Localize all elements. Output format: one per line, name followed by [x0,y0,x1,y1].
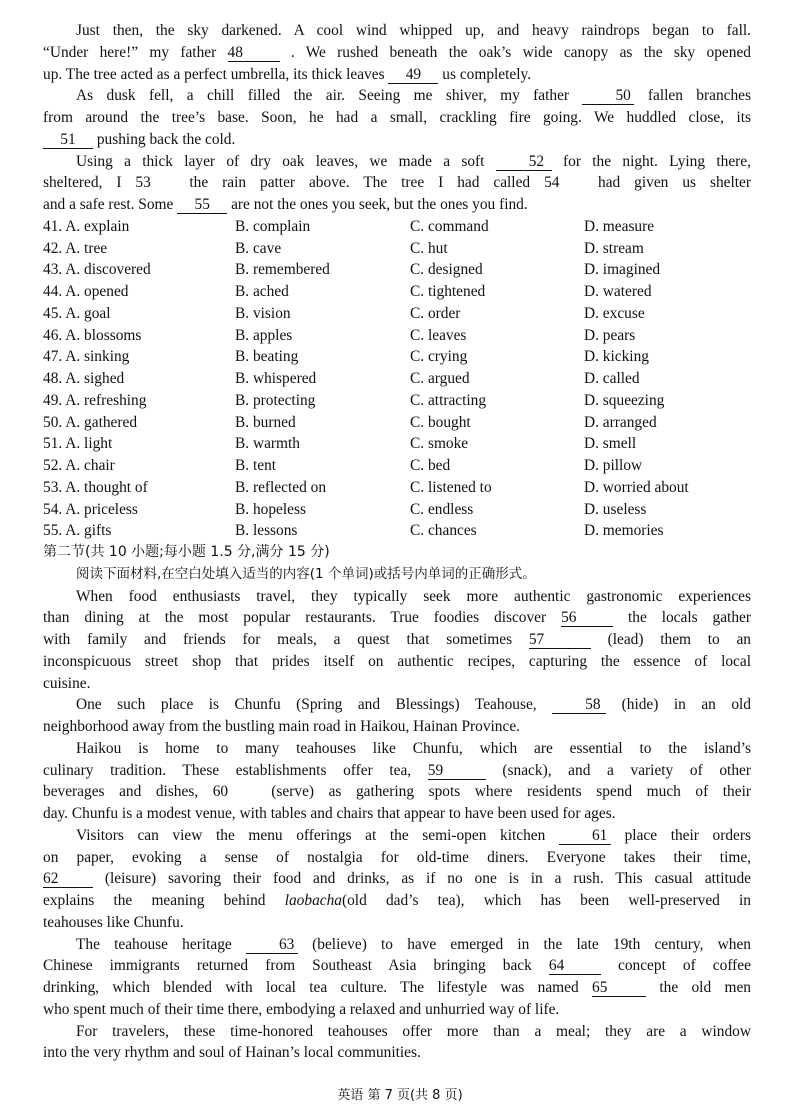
passage-line: culinary tradition. These establishments offer tea, 59 (snack), and a variety of other [43,761,751,779]
blank-56[interactable]: 56 [561,609,613,627]
option-a: 43. A. discovered [43,261,151,279]
blank-60[interactable]: 60 [212,783,229,801]
blank-52[interactable]: 52 [496,153,552,171]
passage-line: into the very rhythm and soul of Hainan’s local communities. [43,1044,421,1062]
option-d: D. squeezing [584,391,665,409]
option-b: B. whispered [235,370,317,387]
option-d: D. useless [584,500,647,518]
option-d: D. kicking [584,348,649,366]
option-c: C. crying [410,348,468,366]
passage-line: One such place is Chunfu (Spring and Blessings) Teahouse, 58 (hide) in an old [76,696,751,714]
passage-line: and a safe rest. Some 55 are not the ones you seek, but the ones you find. [43,196,528,213]
option-a: 50. A. gathered [43,413,138,431]
option-a: 55. A. gifts [43,522,112,540]
option-d: D. arranged [584,413,657,431]
passage-line: 51 pushing back the cold. [43,129,751,151]
passage-line: Haikou is home to many teahouses like Chunfu, which are essential to the island’s [76,739,751,757]
option-d: D. excuse [584,304,645,322]
option-d: D. pears [584,326,636,344]
option-d: D. smell [584,435,637,453]
blank-58[interactable]: 58 [552,696,606,714]
page-footer: 英语 第 7 页(共 8 页) [337,1088,463,1103]
blank-51[interactable]: 51 [43,131,93,149]
option-c: C. argued [410,370,470,387]
option-b: B. apples [235,326,293,344]
blank-54[interactable]: 54 [544,174,560,192]
passage-line: Visitors can view the menu offerings at the semi-open kitchen 61 place their orders [76,826,751,844]
option-c: C. leaves [410,326,467,344]
passage-line: 62 (leisure) savoring their food and drinks, as if no one is in a rush. This casual attitude [43,870,751,888]
option-d: D. stream [584,239,644,257]
passage-line: cuisine. [43,674,91,692]
option-d: D. memories [584,522,664,540]
option-d: D. watered [584,283,652,300]
option-b: B. remembered [235,261,330,279]
blank-61[interactable]: 61 [559,827,611,845]
passage-line: neighborhood away from the bustling main road in Haikou, Hainan Province. [43,718,521,735]
passage-line: up. The tree acted as a perfect umbrella, its thick leaves 49 us completely. [43,65,532,83]
option-c: C. bought [410,413,471,431]
passage-line: with family and friends for meals, a quest that sometimes 57 (lead) them to an [43,631,751,648]
passage-line: sheltered, I 53 the rain patter above. The tree I had called 54 had given us shelter [43,174,751,192]
option-b: B. tent [235,457,277,474]
option-b: B. burned [235,413,296,431]
blank-48[interactable]: 48 [228,44,280,62]
option-b: B. reflected on [235,478,327,496]
blank-49[interactable]: 49 [388,66,438,84]
passage-line: “Under here!” my father 48 . We rushed beneath the oak’s wide canopy as the sky opened [43,43,751,61]
option-c: C. smoke [410,435,469,453]
passage-line: who spent much of their time there, embodying a relaxed and unhurried way of life. [43,1000,560,1018]
blank-64[interactable]: 64 [549,957,601,975]
blank-55[interactable]: 55 [177,196,227,214]
option-d: D. measure [584,217,655,235]
option-c: C. endless [410,500,474,518]
option-a: 48. A. sighed [43,370,125,387]
passage-line: drinking, which blended with local tea culture. The lifestyle was named 65 the old men [43,979,751,996]
grammar-passage [43,586,751,1065]
option-a: 49. A. refreshing [43,391,147,409]
option-c: C. listened to [410,478,492,496]
passage-line: Using a thick layer of dry oak leaves, we made a soft 52 for the night. Lying there, [76,152,751,170]
option-a: 45. A. goal [43,304,111,322]
passage-line: than dining at the most popular restaurants. True foodies discover 56 the locals gather [43,609,751,627]
passage-line: Chinese immigrants returned from Southeast Asia bringing back 64 concept of coffee [43,957,751,975]
option-b: B. lessons [235,522,298,540]
option-a: 42. A. tree [43,239,108,257]
blank-53[interactable]: 53 [135,174,151,192]
blank-63[interactable]: 63 [246,936,298,954]
options-grid [43,216,751,542]
blank-62[interactable]: 62 [43,870,93,888]
option-c: C. tightened [410,283,486,300]
option-b: B. ached [235,283,289,300]
option-a: 46. A. blossoms [43,326,142,344]
italic-term: laobacha [284,892,342,909]
cloze-passage [43,20,751,216]
option-a: 47. A. sinking [43,348,130,366]
passage-line: from around the tree’s base. Soon, he had a small, crackling fire going. We huddled close, its [43,109,751,126]
option-c: C. attracting [410,391,487,409]
option-a: 41. A. explain [43,217,130,235]
option-d: D. imagined [584,261,661,279]
option-a: 52. A. chair [43,457,115,474]
option-c: C. command [410,217,489,235]
option-b: B. protecting [235,391,316,409]
passage-line: When food enthusiasts travel, they typically seek more authentic gastronomic experiences [76,587,751,605]
option-b: B. cave [235,239,282,257]
passage-line: day. Chunfu is a modest venue, with tables and chairs that appear to have been used for ages. [43,805,616,822]
blank-50[interactable]: 50 [582,87,634,105]
section-instruction: 阅读下面材料,在空白处填入适当的内容(1 个单词)或括号内单词的正确形式。 [76,565,536,582]
blank-65[interactable]: 65 [592,979,646,997]
option-c: C. order [410,304,461,322]
blank-59[interactable]: 59 [428,762,486,780]
option-b: B. warmth [235,435,300,453]
passage-line: on paper, evoking a sense of nostalgia for old-time diners. Everyone takes their time, [43,848,751,866]
option-d: D. worried about [584,478,689,496]
option-b: B. vision [235,304,291,322]
option-c: C. chances [410,522,477,540]
option-c: C. bed [410,457,451,474]
passage-line: The teahouse heritage 63 (believe) to have emerged in the late 19th century, when [76,935,751,953]
passage-line: Just then, the sky darkened. A cool wind whipped up, and heavy raindrops began to fall. [76,22,751,39]
option-a: 54. A. priceless [43,500,138,518]
option-a: 44. A. opened [43,283,129,300]
option-c: C. hut [410,239,448,257]
blank-57[interactable]: 57 [529,631,591,649]
option-a: 53. A. thought of [43,478,148,496]
passage-line: teahouses like Chunfu. [43,913,184,931]
passage-line: explains the meaning behind laobacha(old dad’s tea), which has been well-preserved in [43,892,751,909]
passage-line: For travelers, these time-honored teahouses offer more than a meal; they are a window [76,1022,751,1040]
option-a: 51. A. light [43,435,113,453]
section-heading: 第二节(共 10 小题;每小题 1.5 分,满分 15 分) [43,544,330,560]
option-d: D. called [584,370,640,387]
passage-line: inconspicuous street shop that prides itself on authentic recipes, capturing the essence of local [43,652,751,670]
option-c: C. designed [410,261,483,279]
option-b: B. beating [235,348,299,366]
option-b: B. hopeless [235,500,306,518]
exam-page [43,20,751,1064]
passage-line: As dusk fell, a chill filled the air. Seeing me shiver, my father 50 fallen branches [76,87,751,105]
passage-line: beverages and dishes, 60 (serve) as gathering spots where residents spend much of their [43,783,751,801]
option-d: D. pillow [584,457,643,474]
option-b: B. complain [235,217,311,235]
